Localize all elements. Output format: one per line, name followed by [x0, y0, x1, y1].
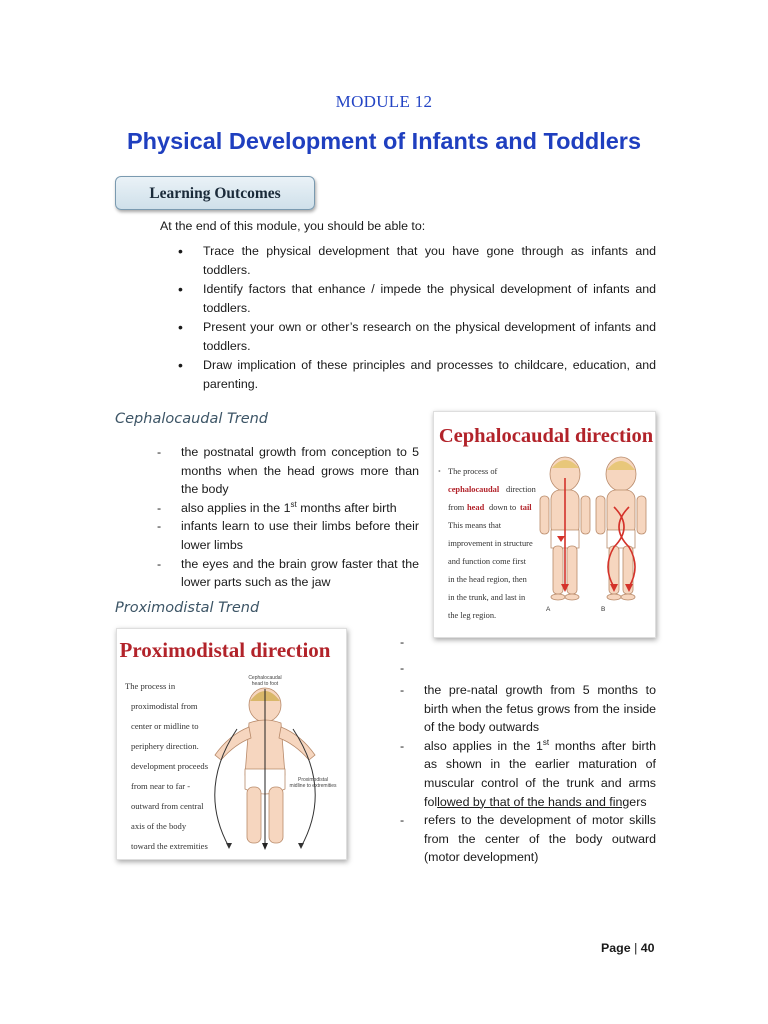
figure-label: midline to extremities — [289, 783, 337, 789]
figure-text: down to — [489, 503, 517, 512]
svg-text:•: • — [438, 467, 441, 476]
figure-text: tail — [520, 503, 532, 512]
figure-text: cephalocaudal — [448, 485, 500, 494]
figure-text: proximodistal from — [131, 701, 198, 711]
figure-text: The process of — [448, 467, 498, 476]
ordinal-suffix: st — [542, 737, 550, 747]
list-item — [400, 737, 656, 811]
item-text: months after birth as shown in the earlier maturation of muscular control of the trunk and arms fol — [424, 738, 657, 809]
figure-text: outward from central — [131, 801, 204, 811]
list-item: - refers to the development of motor skills from the center of the body outward (motor development) — [400, 811, 656, 867]
ordinal-suffix: st — [290, 499, 297, 509]
list-item: - the pre-natal growth from 5 months to birth when the fetus grows from the inside of the body outwards — [400, 681, 656, 737]
figure-text: toward the extremities — [131, 841, 208, 851]
figure-text: in the trunk, and last in — [448, 593, 526, 602]
page-label: Page — [601, 941, 631, 955]
page-separator: | — [634, 941, 638, 955]
figure-text: The process in — [125, 681, 176, 691]
cephalocaudal-list — [157, 443, 419, 592]
list-item: • Draw implication of these principles and processes to childcare, education, and parenting. — [178, 356, 656, 394]
page-footer — [601, 941, 655, 955]
figure-title: Proximodistal direction — [119, 638, 331, 662]
list-item — [157, 499, 419, 518]
list-item: - the postnatal growth from conception to 5 months when the head grows more than the body — [157, 443, 419, 499]
item-text: months after birth — [296, 500, 397, 515]
figure-text: development proceeds — [131, 761, 209, 771]
module-label: MODULE 12 — [335, 92, 433, 111]
figure-text: the leg region. — [448, 611, 497, 620]
proximodistal-list — [400, 681, 656, 867]
page-title: Physical Development of Infants and Toddlers — [126, 128, 642, 154]
baby-back-drawing — [596, 457, 646, 600]
item-text: also applies in the 1 — [424, 738, 543, 753]
figure-label: A — [546, 606, 551, 613]
figure-text: periphery direction. — [131, 741, 199, 751]
proximodistal-heading: Proximodistal Trend — [115, 600, 260, 616]
figure-text: axis of the body — [131, 821, 187, 831]
page-number: 40 — [640, 941, 655, 955]
figure-text: improvement in structure — [448, 539, 533, 548]
figure-label: Cephalocaudal — [248, 675, 282, 681]
proximodistal-figure — [116, 628, 347, 860]
item-text: also applies in the 1 — [181, 500, 291, 515]
figure-text: in the head region, then — [448, 575, 527, 584]
list-item: - the eyes and the brain grow faster that the lower parts such as the jaw — [157, 555, 419, 592]
figure-text: head — [467, 503, 485, 512]
list-item: • Present your own or other’s research on the physical development of infants and toddlers. — [178, 318, 656, 356]
figure-label: B — [601, 606, 606, 613]
cephalocaudal-heading: Cephalocaudal Trend — [115, 411, 269, 427]
empty-dash: - — [400, 635, 405, 649]
underlined-text: lowed by that of the hands and fing — [437, 794, 630, 809]
figure-text: This means that — [448, 521, 502, 530]
item-text: ers — [629, 794, 647, 809]
figure-text: from near to far - — [131, 781, 191, 791]
figure-label: head to foot — [251, 681, 279, 687]
cephalocaudal-figure — [433, 411, 656, 638]
figure-text: center or midline to — [131, 721, 199, 731]
figure-text: from — [448, 503, 465, 512]
figure-label: Proximodistal — [297, 777, 329, 783]
figure-text: direction — [506, 485, 536, 494]
learning-outcomes-heading: Learning Outcomes — [115, 176, 315, 210]
empty-dash: - — [400, 661, 405, 675]
learning-outcomes-intro: At the end of this module, you should be able to: — [160, 219, 426, 233]
learning-outcomes-list — [178, 242, 656, 394]
list-item: • Trace the physical development that you have gone through as infants and toddlers. — [178, 242, 656, 280]
proximodistal-illustration — [117, 629, 347, 860]
list-item: • Identify factors that enhance / impede the physical development of infants and toddlers. — [178, 280, 656, 318]
figure-text: and function come first — [448, 557, 526, 566]
cephalocaudal-illustration — [434, 412, 656, 638]
list-item: - infants learn to use their limbs before their lower limbs — [157, 517, 419, 554]
figure-title: Cephalocaudal direction — [438, 425, 654, 447]
